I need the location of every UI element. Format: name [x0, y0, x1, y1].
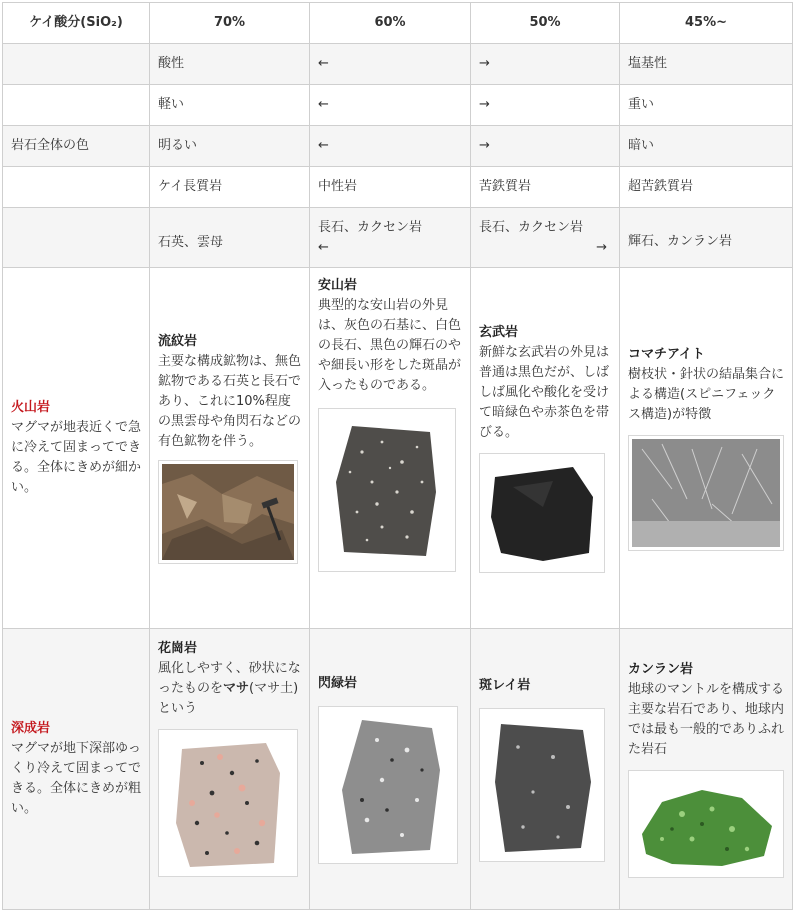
minerals-c3-arrow: →	[596, 239, 607, 255]
color-label: 岩石全体の色	[3, 126, 150, 167]
gabbro-name: 斑レイ岩	[479, 678, 531, 693]
acidity-label	[3, 44, 150, 85]
volcanic-title: 火山岩	[11, 400, 51, 415]
komatiite-photo	[628, 435, 784, 551]
diorite-name: 閃緑岩	[318, 676, 358, 691]
weight-label	[3, 85, 150, 126]
acidity-c3: →	[471, 44, 620, 85]
rhyolite-name: 流紋岩	[158, 334, 198, 349]
komatiite-desc: 樹枝状・針状の結晶集合による構造(スピニフェックス構造)が特徴	[628, 367, 785, 422]
weight-row	[3, 85, 793, 126]
acidity-c4: 塩基性	[620, 44, 793, 85]
gabbro-image	[483, 712, 601, 858]
minerals-label	[3, 208, 150, 268]
komatiite-image	[632, 439, 780, 547]
granite-image	[162, 733, 294, 873]
basalt-cell	[471, 268, 620, 629]
volcanic-label-cell	[3, 268, 150, 629]
peridotite-name: カンラン岩	[628, 662, 694, 677]
color-c3: →	[471, 126, 620, 167]
peridotite-cell	[620, 629, 793, 910]
diorite-image	[322, 710, 454, 860]
andesite-photo	[318, 408, 456, 572]
komatiite-name: コマチアイト	[628, 347, 705, 362]
minerals-c3-text: 長石、カクセン岩	[479, 219, 584, 235]
gabbro-cell	[471, 629, 620, 910]
minerals-c3	[471, 208, 620, 268]
color-c4: 暗い	[620, 126, 793, 167]
andesite-desc: 典型的な安山岩の外見は、灰色の石基に、白色の長石、黒色の輝石のやや細長い形をした斑晶が入ったものである。	[318, 298, 462, 393]
header-45: 45%~	[620, 3, 793, 44]
minerals-c2	[310, 208, 471, 268]
peridotite-desc: 地球のマントルを構成する主要な岩石であり、地球内では最も一般的でありふれた岩石	[628, 682, 785, 757]
weight-c3: →	[471, 85, 620, 126]
gabbro-photo	[479, 708, 605, 862]
minerals-c4	[620, 208, 793, 268]
volcanic-desc: マグマが地表近くで急に冷えて固まってできる。全体にきめが細かい。	[11, 420, 142, 495]
type-c3: 苦鉄質岩	[471, 167, 620, 208]
granite-desc-pre: 風化しやすく、砂状になったものを	[158, 661, 301, 696]
type-c4: 超苦鉄質岩	[620, 167, 793, 208]
header-70: 70%	[150, 3, 310, 44]
basalt-image	[483, 457, 601, 569]
plutonic-label-cell	[3, 629, 150, 910]
plutonic-row	[3, 629, 793, 910]
header-row	[3, 3, 793, 44]
diorite-photo	[318, 706, 458, 864]
minerals-c1	[150, 208, 310, 268]
granite-photo	[158, 729, 298, 877]
minerals-c2-arrow: ←	[318, 239, 329, 255]
granite-name: 花崗岩	[158, 641, 198, 656]
andesite-name: 安山岩	[318, 278, 358, 293]
granite-desc	[158, 659, 301, 719]
acidity-row	[3, 44, 793, 85]
weight-c1: 軽い	[150, 85, 310, 126]
weight-c2: ←	[310, 85, 471, 126]
granite-cell	[150, 629, 310, 910]
rhyolite-cell	[150, 268, 310, 629]
volcanic-row	[3, 268, 793, 629]
plutonic-desc: マグマが地下深部ゆっくり冷えて固まってできる。全体にきめが粗い。	[11, 741, 142, 816]
weight-c4: 重い	[620, 85, 793, 126]
basalt-photo	[479, 453, 605, 573]
rock-classification-table	[2, 2, 793, 910]
color-row	[3, 126, 793, 167]
diorite-cell	[310, 629, 471, 910]
header-silica: ケイ酸分(SiO₂)	[3, 3, 150, 44]
header-50: 50%	[471, 3, 620, 44]
header-60: 60%	[310, 3, 471, 44]
rhyolite-photo	[158, 460, 298, 564]
rhyolite-desc: 主要な構成鉱物は、無色鉱物である石英と長石であり、これに10%程度の黒雲母や角閃石などの有色鉱物を伴う。	[158, 354, 302, 449]
basalt-desc: 新鮮な玄武岩の外見は普通は黒色だが、しばしば風化や酸化を受けて暗緑色や赤茶色を帯びる。	[479, 345, 610, 440]
type-row	[3, 167, 793, 208]
granite-desc-bold: マサ	[223, 681, 250, 696]
type-c2: 中性岩	[310, 167, 471, 208]
minerals-c2-text: 長石、カクセン岩	[318, 219, 423, 235]
acidity-c1: 酸性	[150, 44, 310, 85]
minerals-row	[3, 208, 793, 268]
plutonic-title: 深成岩	[11, 721, 51, 736]
minerals-c4-text: 輝石、カンラン岩	[628, 233, 733, 249]
type-label	[3, 167, 150, 208]
granite-desc-post: (マサ土)という	[158, 681, 299, 716]
type-c1: ケイ長質岩	[150, 167, 310, 208]
andesite-image	[322, 412, 452, 568]
acidity-c2: ←	[310, 44, 471, 85]
basalt-name: 玄武岩	[479, 325, 519, 340]
rhyolite-image	[162, 464, 294, 560]
color-c2: ←	[310, 126, 471, 167]
peridotite-image	[632, 774, 780, 874]
komatiite-cell	[620, 268, 793, 629]
minerals-c1-text: 石英、雲母	[158, 234, 224, 250]
peridotite-photo	[628, 770, 784, 878]
color-c1: 明るい	[150, 126, 310, 167]
andesite-cell	[310, 268, 471, 629]
